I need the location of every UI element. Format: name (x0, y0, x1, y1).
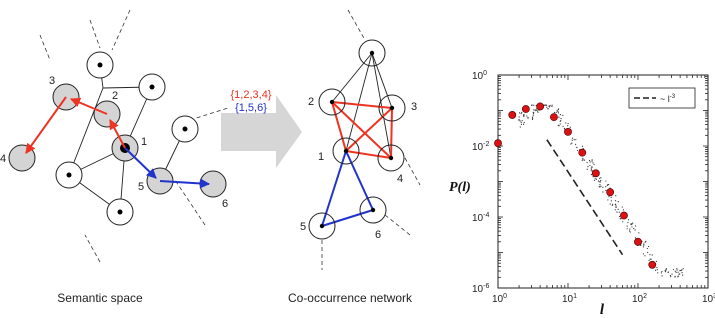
raw-point (605, 186, 606, 187)
net-label-4: 4 (397, 173, 404, 185)
raw-point (528, 117, 529, 118)
raw-point (570, 143, 571, 144)
raw-point (676, 272, 677, 273)
raw-point (599, 184, 600, 185)
raw-point (537, 110, 538, 111)
raw-point (611, 200, 612, 201)
raw-point (605, 190, 606, 191)
raw-point (533, 115, 534, 116)
raw-point (627, 225, 628, 226)
raw-point (676, 269, 677, 270)
raw-point (520, 126, 521, 127)
raw-point (577, 150, 578, 151)
raw-point (629, 230, 630, 231)
raw-point (587, 162, 588, 163)
raw-point (620, 218, 621, 219)
raw-point (533, 112, 534, 113)
raw-point (671, 274, 672, 275)
raw-point (533, 105, 534, 106)
data-point (620, 212, 627, 219)
raw-point (661, 272, 662, 273)
raw-point (618, 201, 619, 202)
x-tick-label: $10^2$ (632, 293, 648, 305)
raw-point (584, 160, 585, 161)
y-tick-label: $10^{-4}$ (472, 212, 490, 224)
raw-point (608, 184, 609, 185)
raw-point (519, 116, 520, 117)
raw-point (675, 271, 676, 272)
raw-point (665, 269, 666, 270)
raw-point (524, 122, 525, 123)
raw-point (600, 180, 601, 181)
raw-point (551, 106, 552, 107)
raw-point (631, 226, 632, 227)
raw-point (576, 147, 577, 148)
raw-point (643, 253, 644, 254)
x-tick-label: 10 (702, 294, 714, 305)
raw-point (545, 105, 546, 106)
raw-point (537, 112, 538, 113)
raw-point (649, 254, 650, 255)
raw-point (635, 237, 636, 238)
raw-point (558, 117, 559, 118)
raw-point (681, 272, 682, 273)
raw-point (611, 197, 612, 198)
semantic-space-diagram (0, 10, 228, 305)
raw-point (526, 115, 527, 116)
raw-point (560, 120, 561, 121)
raw-point (629, 228, 630, 229)
raw-point (677, 276, 678, 277)
legend-label: ~ $l^{-3}$ (660, 94, 676, 104)
data-point (550, 114, 557, 121)
raw-point (572, 137, 573, 138)
data-point (607, 189, 614, 196)
raw-point (521, 122, 522, 123)
raw-point (627, 222, 628, 223)
raw-point (557, 111, 558, 112)
raw-point (602, 187, 603, 188)
raw-point (546, 107, 547, 108)
raw-point (612, 205, 613, 206)
network-blue-edges (322, 151, 373, 226)
data-point (634, 238, 641, 245)
semantic-space-caption: Semantic space (57, 291, 143, 305)
raw-point (661, 275, 662, 276)
raw-point (547, 108, 548, 109)
raw-point (518, 120, 519, 121)
raw-point (558, 112, 559, 113)
data-point (649, 261, 656, 268)
raw-point (552, 105, 553, 106)
raw-point (670, 275, 671, 276)
raw-point (532, 117, 533, 118)
raw-point (521, 124, 522, 125)
raw-point (521, 112, 522, 113)
data-point (579, 149, 586, 156)
network-red-edges (332, 102, 392, 158)
raw-point (633, 228, 634, 229)
raw-point (596, 179, 597, 180)
raw-point (591, 169, 592, 170)
raw-point (575, 139, 576, 140)
net-label-3: 3 (411, 101, 418, 113)
raw-point (648, 260, 649, 261)
raw-point (567, 125, 568, 126)
x-tick-label: $10^0$ (492, 293, 508, 305)
raw-point (622, 206, 623, 207)
data-point (509, 111, 516, 118)
raw-point (590, 161, 591, 162)
raw-point (656, 267, 657, 268)
node-label-5: 5 (138, 181, 145, 193)
node-label-4: 4 (0, 153, 7, 165)
raw-point (591, 160, 592, 161)
raw-point (523, 115, 524, 116)
raw-point (591, 174, 592, 175)
raw-point (643, 246, 644, 247)
data-point (494, 140, 501, 147)
raw-point (615, 195, 616, 196)
data-point (592, 170, 599, 177)
raw-point (554, 112, 555, 113)
raw-point (571, 143, 572, 144)
raw-point (630, 231, 631, 232)
net-label-6: 6 (375, 229, 382, 241)
node-label-2: 2 (112, 90, 119, 102)
raw-point (600, 186, 601, 187)
raw-point (582, 158, 583, 159)
data-point (564, 128, 571, 135)
raw-point (574, 139, 575, 140)
raw-point (623, 209, 624, 210)
raw-point (608, 196, 609, 197)
raw-point (648, 246, 649, 247)
raw-point (665, 271, 666, 272)
raw-point (570, 127, 571, 128)
raw-point (572, 140, 573, 141)
raw-point (593, 164, 594, 165)
raw-point (522, 120, 523, 121)
raw-point (594, 180, 595, 181)
raw-point (635, 229, 636, 230)
raw-point (615, 207, 616, 208)
raw-point (675, 276, 676, 277)
raw-point (615, 205, 616, 206)
raw-point (644, 255, 645, 256)
raw-point (602, 191, 603, 192)
raw-point (600, 181, 601, 182)
raw-point (670, 276, 671, 277)
raw-point (657, 269, 658, 270)
raw-point (619, 216, 620, 217)
raw-point (582, 160, 583, 161)
raw-point (560, 114, 561, 115)
legend (629, 88, 695, 108)
raw-point (589, 160, 590, 161)
x-tick-label: $10^1$ (562, 293, 578, 305)
transform-arrow (221, 89, 302, 168)
raw-point (610, 203, 611, 204)
raw-point (558, 108, 559, 109)
raw-point (532, 118, 533, 119)
set-blue-label: {1,5,6} (235, 102, 267, 114)
raw-point (647, 252, 648, 253)
raw-point (600, 177, 601, 178)
raw-point (612, 204, 613, 205)
raw-point (589, 165, 590, 166)
raw-point (673, 269, 674, 270)
raw-point (562, 115, 563, 116)
raw-point (680, 270, 681, 271)
node-label-1: 1 (141, 136, 148, 148)
raw-point (616, 212, 617, 213)
raw-point (556, 112, 557, 113)
raw-point (645, 241, 646, 242)
raw-point (682, 275, 683, 276)
raw-point (668, 271, 669, 272)
raw-point (548, 106, 549, 107)
raw-point (595, 178, 596, 179)
raw-point (615, 209, 616, 210)
x-axis-label: l (599, 302, 605, 318)
raw-point (622, 221, 623, 222)
raw-point (557, 110, 558, 111)
data-point (522, 105, 529, 112)
raw-point (562, 126, 563, 127)
raw-point (523, 124, 524, 125)
raw-point (640, 245, 641, 246)
raw-point (650, 258, 651, 259)
raw-point (647, 248, 648, 249)
raw-point (632, 223, 633, 224)
raw-point (565, 122, 566, 123)
node-label-3: 3 (49, 75, 56, 87)
raw-point (615, 204, 616, 205)
y-tick-label: $10^{-2}$ (472, 141, 490, 153)
raw-point (587, 166, 588, 167)
raw-point (627, 228, 628, 229)
raw-point (534, 109, 535, 110)
raw-point (591, 166, 592, 167)
y-axis-label: P(l) (449, 180, 471, 195)
raw-point (652, 254, 653, 255)
net-label-1: 1 (318, 151, 325, 163)
y-tick-label: $10^0$ (472, 70, 488, 82)
raw-point (550, 105, 551, 106)
network-caption: Co-occurrence network (287, 291, 413, 305)
raw-point (598, 180, 599, 181)
net-label-5: 5 (300, 221, 307, 233)
raw-point (656, 261, 657, 262)
raw-point (683, 268, 684, 269)
raw-point (587, 169, 588, 170)
raw-point (599, 181, 600, 182)
raw-point (615, 200, 616, 201)
raw-point (643, 245, 644, 246)
raw-point (657, 272, 658, 273)
raw-point (638, 232, 639, 233)
raw-point (558, 125, 559, 126)
raw-point (643, 243, 644, 244)
raw-point (599, 178, 600, 179)
set-red-label: {1,2,3,4} (230, 89, 272, 101)
y-tick-label: $10^{-6}$ (472, 283, 490, 295)
raw-point (519, 112, 520, 113)
raw-point (599, 186, 600, 187)
raw-point (575, 144, 576, 145)
raw-point (592, 162, 593, 163)
raw-point (679, 273, 680, 274)
net-label-2: 2 (308, 96, 315, 108)
raw-point (520, 120, 521, 121)
raw-point (560, 123, 561, 124)
raw-point (591, 170, 592, 171)
raw-point (618, 209, 619, 210)
raw-point (523, 116, 524, 117)
raw-point (676, 268, 677, 269)
data-point (537, 103, 544, 110)
dashed-edges (40, 10, 228, 262)
plot (449, 70, 715, 318)
raw-point (568, 123, 569, 124)
raw-point (619, 212, 620, 213)
raw-point (631, 223, 632, 224)
raw-point (628, 219, 629, 220)
raw-point (535, 109, 536, 110)
node-label-6: 6 (222, 198, 229, 210)
raw-point (520, 113, 521, 114)
raw-point (591, 159, 592, 160)
raw-point (677, 272, 678, 273)
raw-point (582, 146, 583, 147)
raw-point (605, 180, 606, 181)
raw-point (655, 270, 656, 271)
raw-point (661, 271, 662, 272)
raw-point (564, 128, 565, 129)
raw-point (560, 118, 561, 119)
co-occurrence-network (288, 10, 420, 305)
raw-point (531, 105, 532, 106)
raw-point (607, 199, 608, 200)
raw-point (635, 225, 636, 226)
